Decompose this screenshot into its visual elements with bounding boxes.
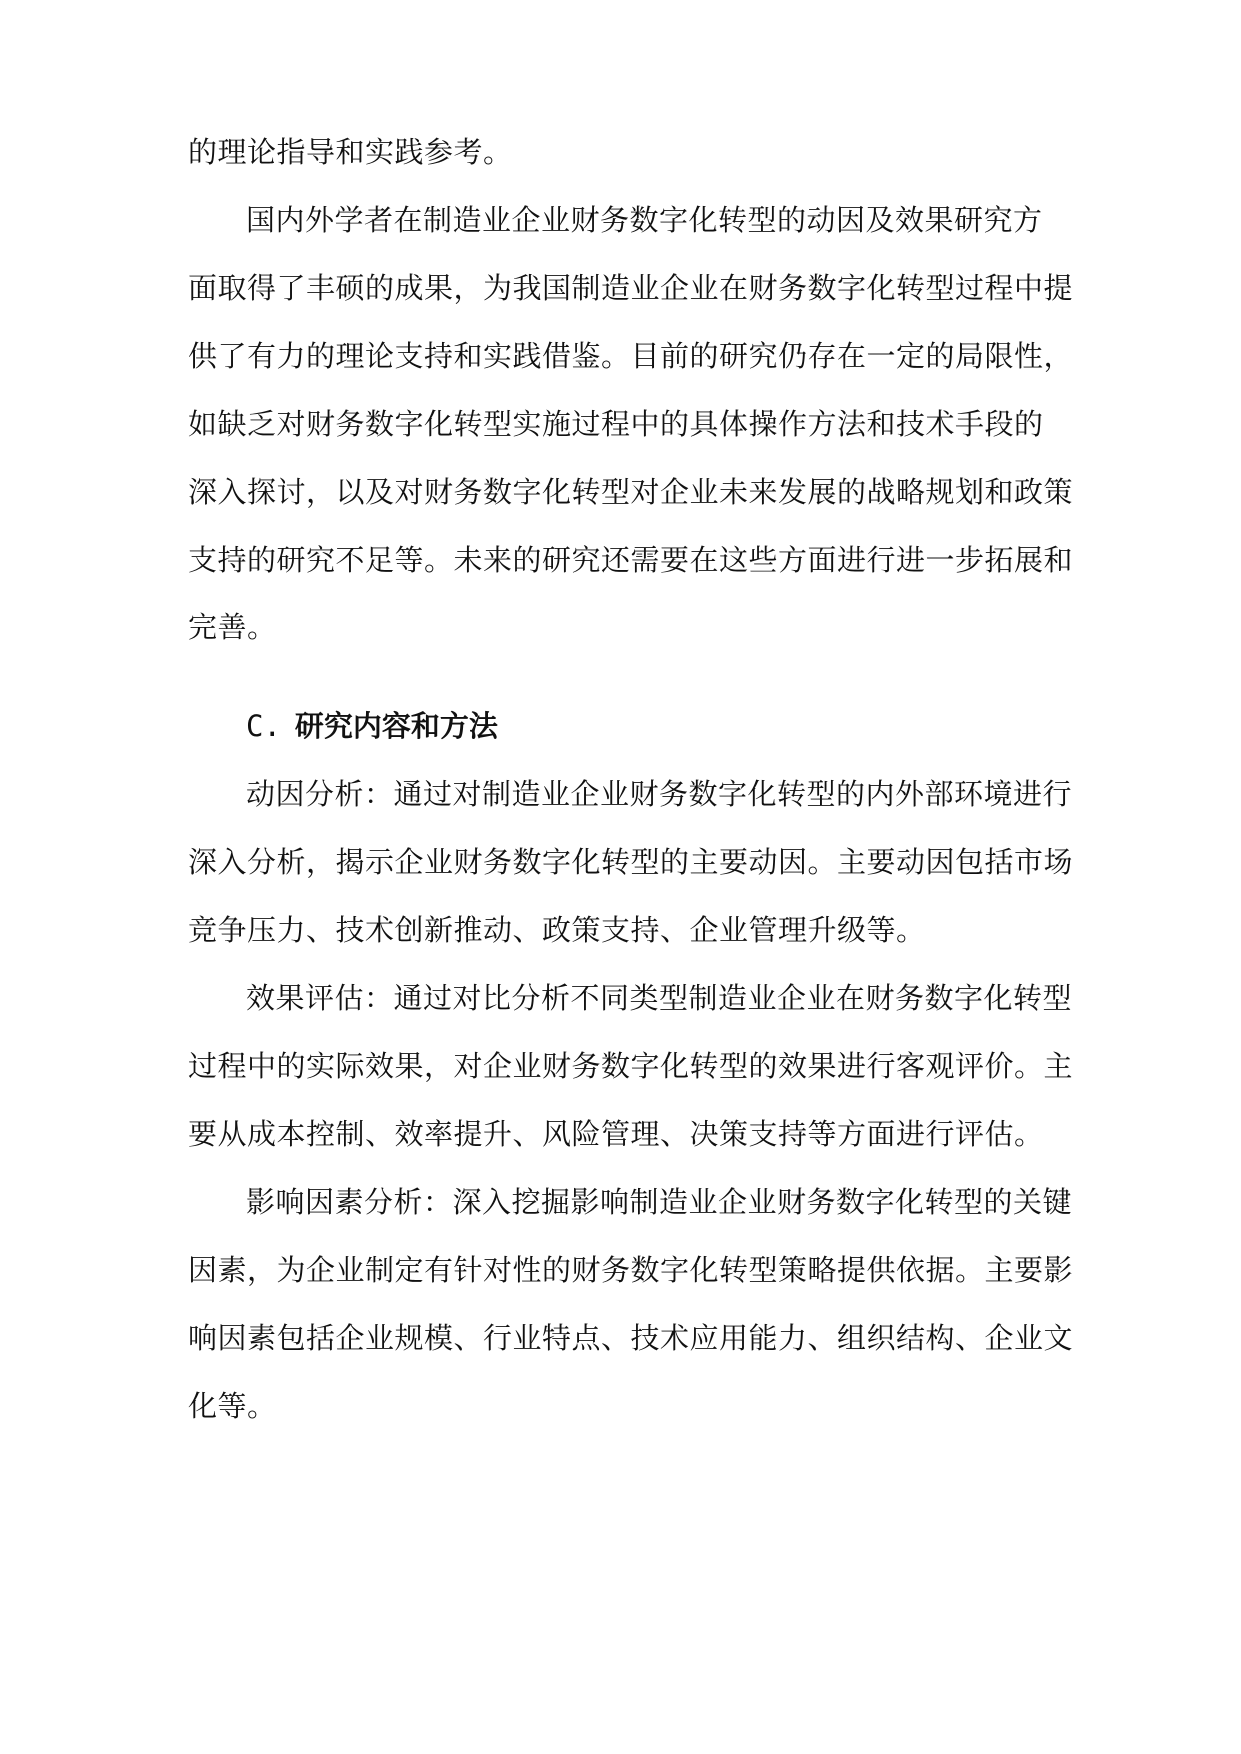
- paragraph-line: 竞争压力、技术创新推动、政策支持、企业管理升级等。: [188, 913, 926, 947]
- paragraph-line: 效果评估：通过对比分析不同类型制造业企业在财务数字化转型: [246, 981, 1073, 1015]
- paragraph-line: 因素，为企业制定有针对性的财务数字化转型策略提供依据。主要影: [188, 1253, 1074, 1287]
- paragraph-line: 供了有力的理论支持和实践借鉴。目前的研究仍存在一定的局限性，: [188, 339, 1074, 373]
- paragraph-line: 过程中的实际效果，对企业财务数字化转型的效果进行客观评价。主: [188, 1049, 1074, 1083]
- paragraph-line: 要从成本控制、效率提升、风险管理、决策支持等方面进行评估。: [188, 1117, 1044, 1151]
- paragraph-line: 影响因素分析：深入挖掘影响制造业企业财务数字化转型的关键: [246, 1185, 1073, 1219]
- paragraph-line: 如缺乏对财务数字化转型实施过程中的具体操作方法和技术手段的: [188, 407, 1044, 441]
- paragraph-line: 动因分析：通过对制造业企业财务数字化转型的内外部环境进行: [246, 777, 1073, 811]
- section-title: 研究内容和方法: [294, 709, 498, 743]
- paragraph-line: 深入分析，揭示企业财务数字化转型的主要动因。主要动因包括市场: [188, 845, 1074, 879]
- paragraph-line: 支持的研究不足等。未来的研究还需要在这些方面进行进一步拓展和: [188, 543, 1074, 577]
- section-label: C.: [246, 709, 281, 743]
- section-heading: [246, 706, 498, 746]
- paragraph-line: 化等。: [188, 1389, 277, 1423]
- paragraph-line: 完善。: [188, 610, 277, 644]
- paragraph-line: 国内外学者在制造业企业财务数字化转型的动因及效果研究方: [246, 203, 1043, 237]
- paragraph-line: 面取得了丰硕的成果，为我国制造业企业在财务数字化转型过程中提: [188, 271, 1074, 305]
- paragraph-line: 响因素包括企业规模、行业特点、技术应用能力、组织结构、企业文: [188, 1321, 1074, 1355]
- paragraph-line: 深入探讨，以及对财务数字化转型对企业未来发展的战略规划和政策: [188, 475, 1074, 509]
- paragraph-line: 的理论指导和实践参考。: [188, 135, 513, 169]
